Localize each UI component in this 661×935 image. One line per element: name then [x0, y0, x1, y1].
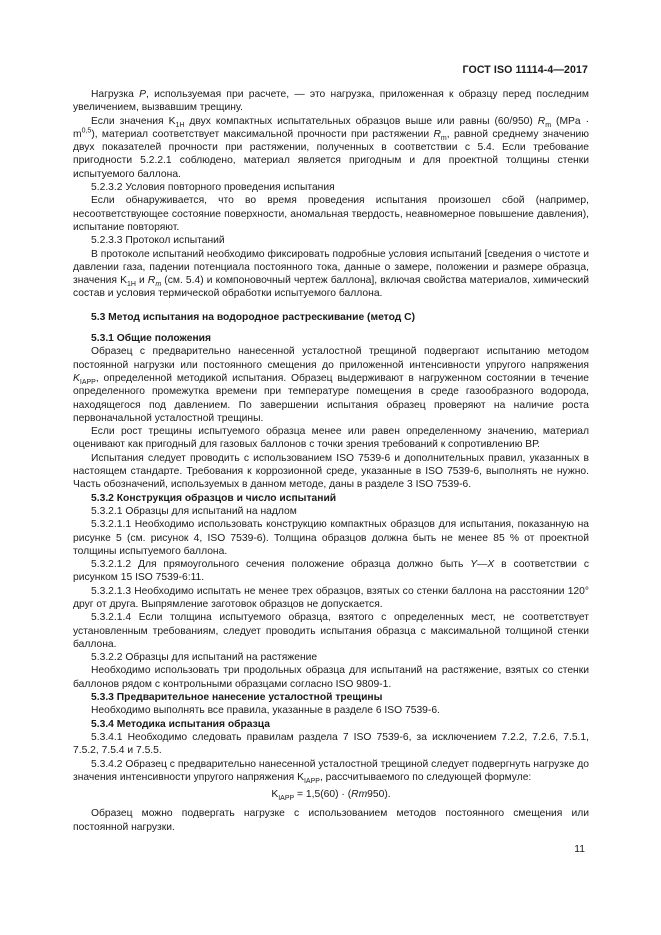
- paragraph-19: 5.3.3 Предварительное нанесение усталостной трещины: [91, 692, 383, 704]
- paragraph-25: Образец можно подвергать нагрузке с использованием методов постоянного смещения или постоянной нагрузки.: [73, 808, 589, 833]
- paragraph-4: 5.2.3.3 Протокол испытаний: [91, 235, 225, 247]
- paragraph-18: Необходимо использовать три продольных образца для испытаний на растяжение, взятых со стенки баллонов рядом с контрольными образцами согласно ISO 9809-1.: [73, 665, 589, 690]
- paragraph-6: 5.3 Метод испытания на водородное растрескивание (метод С): [91, 311, 416, 323]
- paragraph-12: 5.3.2.1 Образцы для испытаний на надлом: [91, 505, 297, 517]
- paragraph-10: Испытания следует проводить с использованием ISO 7539-6 и дополнительных правил, указанных в настоящем стандарте. Требования к коррозионной среде, указанные в ISO 7539-6, выполнять не нужно. Часть обозначений, используемых в данном методе, даны в разделе 3 ISO 7539-6.: [73, 452, 589, 491]
- paragraph-14: 5.3.2.1.2 Для прямоугольного сечения положение образца должно быть Y—X в соответствии с рисунком 15 ISO 7539-6:11.: [73, 559, 589, 584]
- page-number: 11: [574, 844, 585, 855]
- paragraph-5: В протоколе испытаний необходимо фиксировать подробные условия испытаний [сведения о чистоте и давлении газа, падении потенциала постоянного тока, данные о замере, положении и размере образца, значения $K_{1H}$ и $R_m$ (см. 5.4) и компоновочный чертеж баллона], включая свойства материалов, химический состав и условия термической обработки испытуемого баллона.: [73, 248, 589, 300]
- paragraph-7: 5.3.1 Общие положения: [91, 333, 211, 345]
- paragraph-1: Если значения $K_{1H}$ двух компактных испытательных образцов выше или равны (60/950) $R_m$ $(MPa \cdot m^{0,5})$, материал соответствует максимальной прочности при растяжении $R_m$, равной среднему значению двух показателей прочности при растяжении, полученных в соответствии с 5.4. Если требование пригодности 5.2.2.1 соблюдено, материал является пригодным и для проектной толщины стенки испытуемого баллона.: [73, 115, 589, 180]
- paragraph-8: Образец с предварительно нанесенной усталостной трещиной подвергают испытанию методом постоянной нагрузки или постоянного смещения до приложенной интенсивности упругого напряжения $K_{IAPP}$, определенной методикой испытания. Образец выдерживают в нагруженном состоянии в течение определенного промежутка времени при температуре помещения в среде газообразного водорода, находящегося под давлением. По завершении испытания образец проверяют на наличие роста первоначальной усталостной трещины.: [73, 346, 589, 424]
- paragraph-15: 5.3.2.1.3 Необходимо испытать не менее трех образцов, взятых со стенки баллона на расстоянии 120° друг от друга. Выпрямление заготовок образцов не допускается.: [73, 585, 589, 610]
- paragraph-0: Нагрузка P, используемая при расчете, — это нагрузка, приложенная к образцу перед последним увеличением, вызвавшим трещину.: [73, 89, 590, 114]
- paragraph-17: 5.3.2.2 Образцы для испытаний на растяжение: [91, 652, 318, 664]
- document-header: ГОСТ ISO 11114-4—2017: [462, 64, 588, 76]
- paragraph-2: 5.2.3.2 Условия повторного проведения испытания: [91, 182, 335, 194]
- paragraph-23: 5.3.4.2 Образец с предварительно нанесенной усталостной трещиной следует подвергнуть нагрузке до значения интенсивности упругого напряжения $K_{IAPP}$, рассчитываемого по следующей формуле:: [73, 758, 589, 785]
- paragraph-24: $K_{IAPP} = 1,5(60) \cdot (Rm950)$.: [271, 789, 391, 803]
- paragraph-11: 5.3.2 Конструкция образцов и число испытаний: [91, 492, 337, 504]
- paragraph-9: Если рост трещины испытуемого образца менее или равен определенному значению, материал оценивают как пригодный для газовых баллонов с точки зрения требований к сопротивлению ВР.: [73, 426, 589, 451]
- paragraph-21: 5.3.4 Методика испытания образца: [91, 718, 270, 730]
- paragraph-3: Если обнаруживается, что во время проведения испытания произошел сбой (например, несоответствующее состояние поверхности, аномальная твердость, неавномерное повышение давления), испытание повторяют.: [73, 195, 589, 233]
- paragraph-13: 5.3.2.1.1 Необходимо использовать конструкцию компактных образцов для испытания, показанную на рисунке 5 (см. рисунок 4, ISO 7539-6). Толщина образцов должна быть не менее 85 % от проектной толщины испытуемого баллона.: [73, 519, 589, 557]
- document-body: [73, 88, 589, 834]
- paragraph-22: 5.3.4.1 Необходимо следовать правилам раздела 7 ISO 7539-6, за исключением 7.2.2, 7.2.6, 7.5.1, 7.5.2, 7.5.4 и 7.5.5.: [73, 731, 589, 757]
- paragraph-16: 5.3.2.1.4 Если толщина испытуемого образца, взятого с определенных мест, не соответствует установленным требованиям, следует проводить испытания образца с максимальной толщиной стенки баллона.: [73, 612, 589, 650]
- paragraph-20: Необходимо выполнять все правила, указанные в разделе 6 ISO 7539-6.: [91, 705, 440, 717]
